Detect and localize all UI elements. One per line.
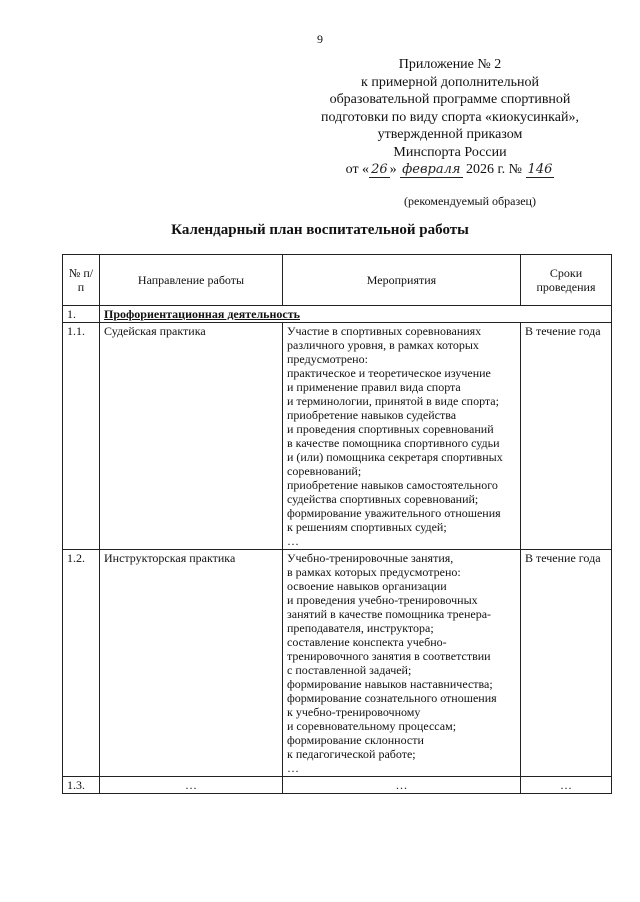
date-prefix: от « — [345, 162, 370, 177]
row-events: … — [283, 777, 521, 794]
event-line: практическое и теоретическое изучение — [287, 366, 491, 380]
header-direction: Направление работы — [100, 255, 283, 306]
event-line: формирование навыков наставничества; — [287, 677, 493, 691]
table-row — [63, 550, 612, 777]
event-line: к педагогической работе; — [287, 747, 416, 761]
table-row — [63, 777, 612, 794]
event-line: и (или) помощника секретаря спортивных — [287, 450, 503, 464]
appendix-line: утвержденной приказом — [377, 127, 523, 142]
event-line: соревнований; — [287, 464, 362, 478]
header-num: № п/п — [63, 255, 100, 306]
order-date-line — [300, 161, 600, 179]
appendix-line: подготовки по виду спорта «киокусинкай», — [321, 109, 579, 125]
event-line: предусмотрено: — [287, 352, 368, 366]
event-line: … — [287, 761, 299, 775]
document-title: Календарный план воспитательной работы — [171, 222, 469, 238]
table-header-row — [63, 255, 612, 306]
event-line: тренировочного занятия в соответствии — [287, 649, 491, 663]
event-line: к учебно-тренировочному — [287, 705, 421, 719]
event-line: различного уровня, в рамках которых — [287, 338, 479, 352]
appendix-line: к примерной дополнительной — [361, 74, 539, 90]
row-events — [283, 323, 521, 550]
page-number: 9 — [317, 32, 323, 46]
section-row — [63, 306, 612, 323]
event-line: преподавателя, инструктора; — [287, 621, 434, 635]
header-events: Мероприятия — [283, 255, 521, 306]
row-direction: Инструкторская практика — [100, 550, 283, 777]
appendix-line: Минспорта России — [393, 144, 507, 160]
order-year: 2026 г. № — [466, 162, 523, 177]
event-line: … — [287, 534, 299, 548]
event-line: в качестве помощника спортивного судьи — [287, 436, 500, 450]
row-num: 1.1. — [63, 323, 100, 550]
row-terms: … — [521, 777, 612, 794]
event-line: и применение правил вида спорта — [287, 380, 461, 394]
event-line: и терминологии, принятой в виде спорта; — [287, 394, 499, 408]
event-line: формирование сознательного отношения — [287, 691, 497, 705]
appendix-block — [300, 56, 600, 179]
event-line: занятий в качестве помощника тренера- — [287, 607, 492, 621]
event-line: и проведения учебно-тренировочных — [287, 593, 478, 607]
event-line: и проведения спортивных соревнований — [287, 422, 494, 436]
event-line: составление конспекта учебно- — [287, 635, 447, 649]
event-line: формирование склонности — [287, 733, 424, 747]
row-direction: … — [100, 777, 283, 794]
order-number: 146 — [527, 162, 553, 177]
order-month: февраля — [402, 162, 461, 177]
event-line: приобретение навыков судейства — [287, 408, 457, 422]
section-num: 1. — [63, 306, 100, 323]
row-num: 1.3. — [63, 777, 100, 794]
calendar-plan-table — [62, 254, 612, 794]
section-title — [100, 306, 612, 323]
table-row — [63, 323, 612, 550]
event-line: Учебно-тренировочные занятия, — [287, 551, 454, 565]
sample-note: (рекомендуемый образец) — [404, 194, 536, 208]
event-line: приобретение навыков самостоятельного — [287, 478, 498, 492]
event-line: с поставленной задачей; — [287, 663, 412, 677]
event-line: формирование уважительного отношения — [287, 506, 501, 520]
event-line: Участие в спортивных соревнованиях — [287, 324, 482, 338]
row-direction: Судейская практика — [100, 323, 283, 550]
row-num: 1.2. — [63, 550, 100, 777]
appendix-line: Приложение № 2 — [398, 57, 502, 72]
section-title-text: Профориентационная деятельность — [104, 307, 300, 321]
event-line: освоение навыков организации — [287, 579, 447, 593]
date-mid: » — [389, 162, 397, 177]
event-line: и соревновательному процессам; — [287, 719, 457, 733]
order-day: 26 — [371, 162, 388, 177]
header-terms: Сроки проведения — [521, 255, 612, 306]
event-line: к решениям спортивных судей; — [287, 520, 447, 534]
event-line: судейства спортивных соревнований; — [287, 492, 479, 506]
appendix-line: образовательной программе спортивной — [329, 92, 571, 107]
event-line: в рамках которых предусмотрено: — [287, 565, 461, 579]
row-terms: В течение года — [521, 323, 612, 550]
row-terms: В течение года — [521, 550, 612, 777]
row-events — [283, 550, 521, 777]
